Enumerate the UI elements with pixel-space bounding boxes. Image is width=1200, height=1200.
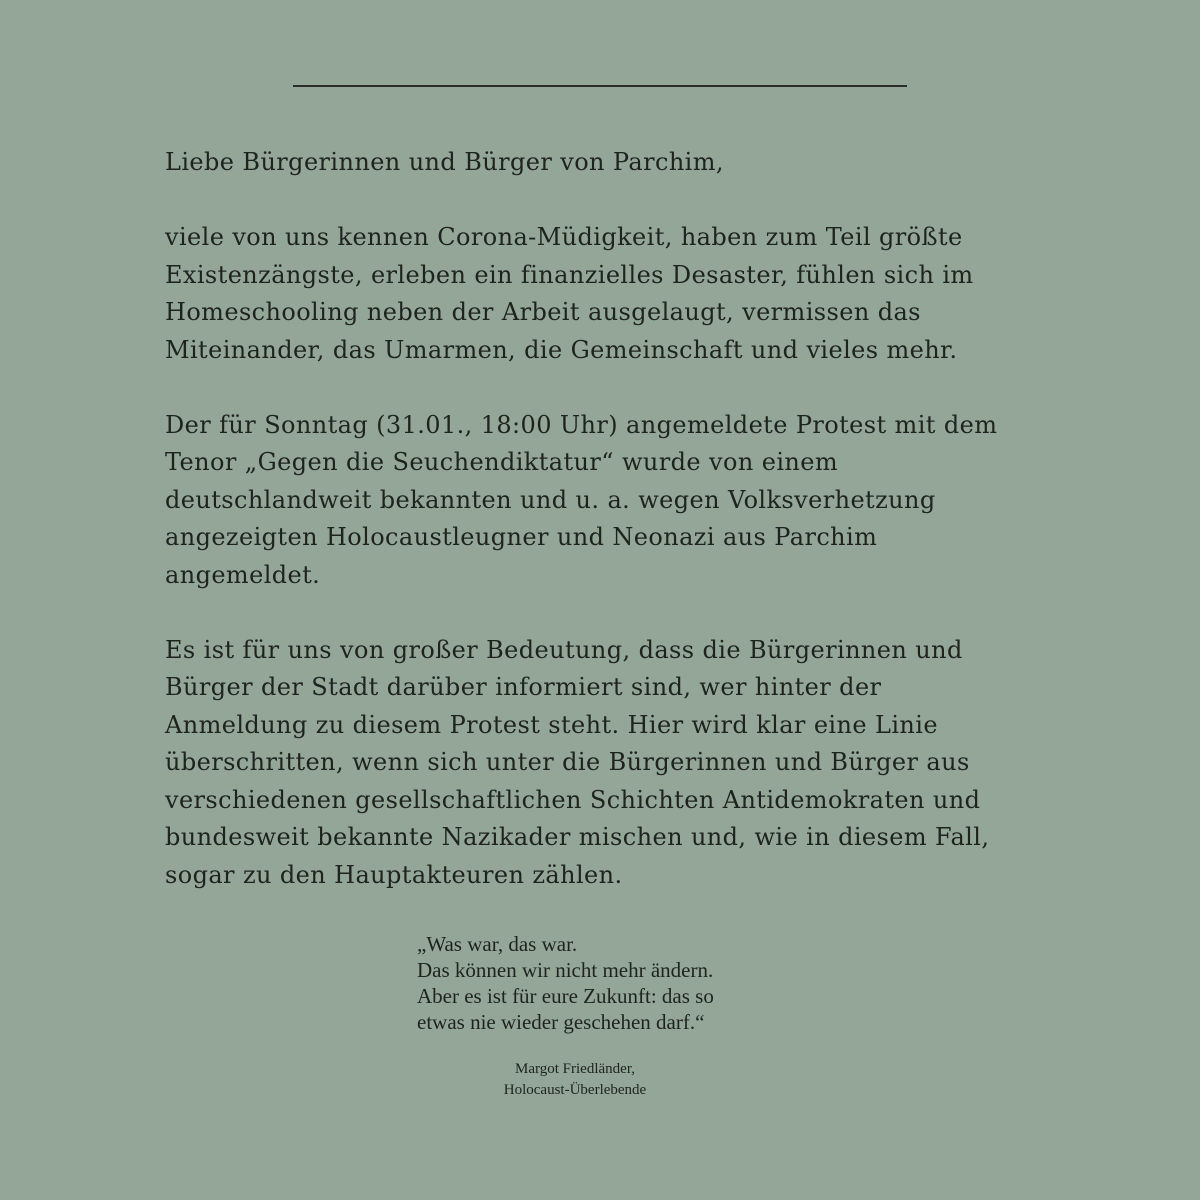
paragraph-1 [165, 219, 1045, 369]
quote-block [417, 931, 837, 1035]
quote-line: etwas nie wieder geschehen darf.“ [417, 1010, 705, 1034]
paragraph-line: Bürger der Stadt darüber informiert sind, wer hinter der [165, 673, 882, 701]
paragraph-line: Homeschooling neben der Arbeit ausgelaugt, vermissen das [165, 298, 921, 326]
paragraph-line: viele von uns kennen Corona-Müdigkeit, haben zum Teil größte [165, 223, 963, 251]
paragraph-line: Anmeldung zu diesem Protest steht. Hier wird klar eine Linie [165, 710, 938, 739]
paragraph-line: Miteinander, das Umarmen, die Gemeinschaft und vieles mehr. [165, 335, 958, 364]
paragraph-line: Der für Sonntag (31.01., 18:00 Uhr) angemeldete Protest mit dem [165, 410, 998, 439]
paragraph-3 [165, 632, 1045, 895]
top-divider [293, 85, 907, 87]
paragraph-line: angemeldet. [165, 560, 321, 589]
paragraph-line: Es ist für uns von großer Bedeutung, dass die Bürgerinnen und [165, 635, 963, 664]
paragraph-line: bundesweit bekannte Nazikader mischen und, wie in diesem Fall, [165, 823, 990, 851]
paragraph-line: überschritten, wenn sich unter die Bürgerinnen und Bürger aus [165, 748, 970, 776]
quote-attribution [465, 1059, 685, 1101]
paragraph-line: verschiedenen gesellschaftlichen Schichten Antidemokraten und [165, 785, 981, 814]
paragraph-line: sogar zu den Hauptakteuren zählen. [165, 860, 623, 889]
paragraph-line: angezeigten Holocaustleugner und Neonazi aus Parchim [165, 523, 878, 551]
paragraph-line: Tenor „Gegen die Seuchendiktatur“ wurde von einem [165, 448, 839, 476]
salutation [165, 144, 1045, 182]
quote-line: „Was war, das war. [417, 932, 578, 956]
paragraph-2 [165, 407, 1045, 595]
attribution-name: Margot Friedländer, [515, 1061, 635, 1077]
paragraph-line: Existenzängste, erleben ein finanzielles Desaster, fühlen sich im [165, 260, 974, 289]
quote-line: Das können wir nicht mehr ändern. [417, 958, 714, 982]
salutation-line: Liebe Bürgerinnen und Bürger von Parchim, [165, 148, 724, 176]
attribution-role: Holocaust-Überlebende [503, 1082, 647, 1098]
quote-line: Aber es ist für eure Zukunft: das so [417, 984, 714, 1008]
letter-body [165, 144, 1045, 932]
paragraph-line: deutschlandweit bekannten und u. a. wegen Volksverhetzung [165, 485, 936, 514]
